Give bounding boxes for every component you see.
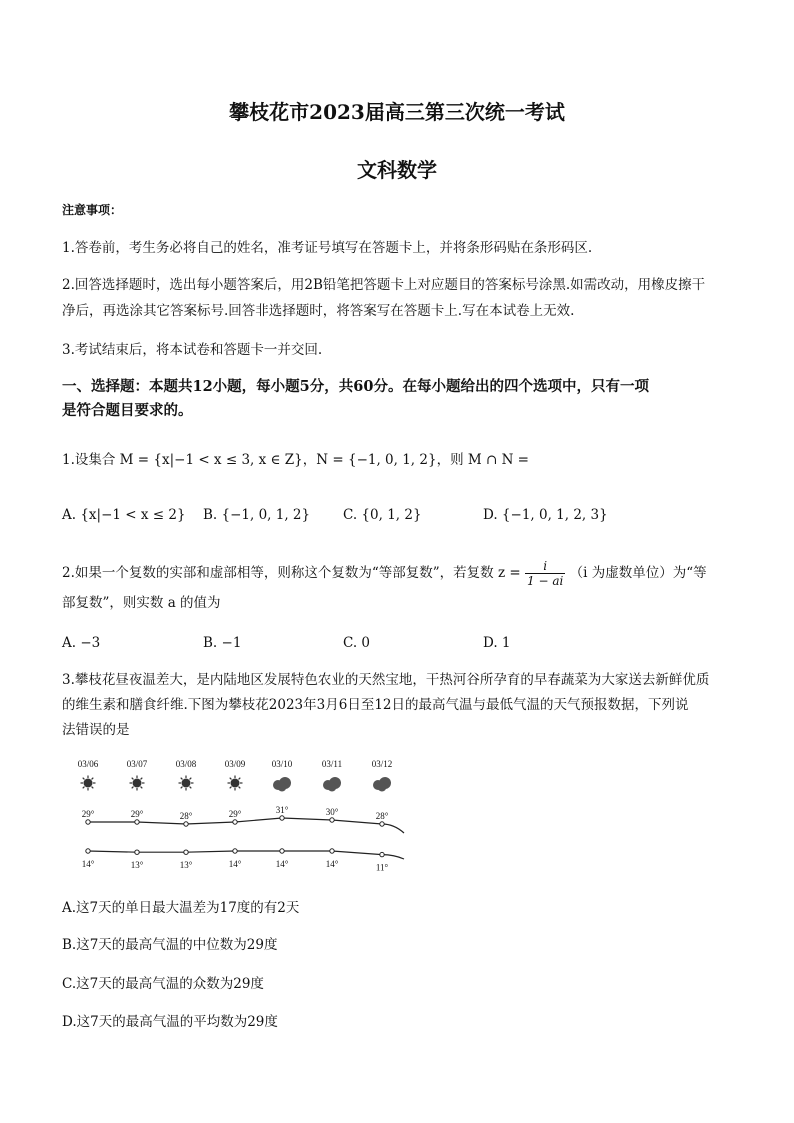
q2-fraction [525,559,565,588]
q2-stem-text: 2.如果一个复数的实部和虚部相等，则称这个复数为“等部复数”，若复数 z = [62,565,521,581]
q3-option-a: A.这7天的单日最大温差为17度的有2天 [62,900,300,916]
q3-option-c: C.这7天的最高气温的众数为29度 [62,976,264,992]
sun-icon [130,776,145,791]
low-temp-point [280,849,284,853]
high-temp-point [330,818,334,822]
high-temp-temp-label: 29° [81,809,95,819]
low-temp-point [233,849,237,853]
notes-heading: 注意事项： [62,203,123,217]
date-label: 03/07 [126,759,148,769]
high-temp-temp-label: 28° [375,811,389,821]
q1-option-b: B. {−1, 0, 1, 2} [203,507,311,523]
date-label: 03/11 [321,759,343,769]
q1-option-c: C. {0, 1, 2} [343,507,422,523]
high-temp-temp-label: 29° [130,809,144,819]
exam-title: 攀枝花市2023届高三第三次统一考试 [229,100,565,124]
cloud-icon [323,777,341,792]
high-temp-point [233,820,237,824]
q1-option-d: D. {−1, 0, 1, 2, 3} [483,507,608,523]
q3-option-b: B.这7天的最高气温的中位数为29度 [62,937,278,953]
q2-option-b: B. −1 [203,635,242,651]
low-temp-temp-label: 14° [228,859,242,869]
high-temp-point [86,820,90,824]
date-label: 03/09 [224,759,246,769]
low-temp-point [135,850,139,854]
q2-stem-line-1 [62,559,707,588]
q3-stem-line-3: 法错误的是 [62,722,130,738]
note-2-line-2: 净后，再选涂其它答案标号.回答非选择题时，将答案写在答题卡上.写在本试卷上无效. [62,303,575,319]
q3-stem-line-2: 的维生素和膳食纤维.下图为攀枝花2023年3月6日至12日的最高气温与最低气温的天气预报数据，下列说 [62,697,689,713]
note-1: 1.答卷前，考生务必将自己的姓名，准考证号填写在答题卡上，并将条形码贴在条形码区. [62,240,593,256]
low-temp-point [330,849,334,853]
high-temp-point [280,816,284,820]
low-temp-temp-label: 14° [81,859,95,869]
q1-option-a: A. {x|−1 < x ≤ 2} [62,507,186,523]
q2-fraction-denominator: 1 − ai [527,574,564,588]
weather-forecast-chart [60,755,420,880]
q3-option-d: D.这7天的最高气温的平均数为29度 [62,1014,278,1030]
high-temp-point [184,822,188,826]
date-label: 03/10 [271,759,293,769]
cloud-icon [273,777,291,792]
high-temp-point [380,822,384,826]
sun-icon [179,776,194,791]
high-temp-temp-label: 31° [275,805,289,815]
q2-fraction-numerator: i [543,559,548,573]
high-temp-point [135,820,139,824]
high-temp-temp-label: 29° [228,809,242,819]
low-temp-point [184,850,188,854]
high-temp-temp-label: 30° [325,807,339,817]
q2-option-d: D. 1 [483,635,511,651]
exam-subject: 文科数学 [357,158,437,182]
q2-stem-tail: （i 为虚数单位）为“等 [569,565,707,581]
low-temp-temp-label: 11° [375,862,389,873]
low-temp-point [86,849,90,853]
low-temp-temp-label: 14° [275,859,289,869]
low-temp-temp-label: 14° [325,859,339,869]
high-temp-temp-label: 28° [179,811,193,821]
q2-option-c: C. 0 [343,635,371,651]
cloud-icon [373,777,391,792]
q3-stem-line-1: 3.攀枝花昼夜温差大，是内陆地区发展特色农业的天然宝地，干热河谷所孕育的早春蔬菜为大家送去新鲜优质 [62,672,710,688]
date-label: 03/06 [77,759,99,769]
section-heading-line-1: 一、选择题：本题共12小题，每小题5分，共60分。在每小题给出的四个选项中，只有一项 [62,378,649,395]
q2-stem-line-2: 部复数”，则实数 a 的值为 [62,595,221,611]
date-label: 03/12 [371,759,393,769]
q2-option-a: A. −3 [62,635,101,651]
sun-icon [228,776,243,791]
note-3: 3.考试结束后，将本试卷和答题卡一并交回. [62,342,323,358]
section-heading-line-2: 是符合题目要求的。 [62,402,193,419]
date-label: 03/08 [175,759,197,769]
low-temp-temp-label: 13° [130,860,144,871]
sun-icon [81,776,96,791]
low-temp-point [380,852,384,856]
note-2-line-1: 2.回答选择题时，选出每小题答案后，用2B铅笔把答题卡上对应题目的答案标号涂黑.如需改动，用橡皮擦干 [62,277,706,293]
q1-stem: 1.设集合 M = {x|−1 < x ≤ 3, x ∈ Z}，N = {−1, 0, 1, 2}，则 M ∩ N = [62,452,529,468]
low-temp-temp-label: 13° [179,860,193,871]
